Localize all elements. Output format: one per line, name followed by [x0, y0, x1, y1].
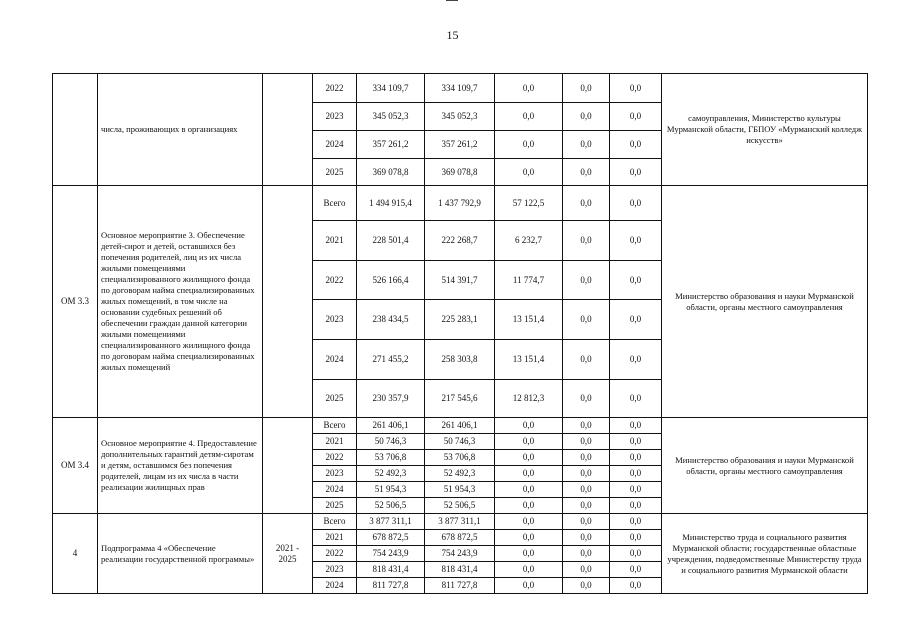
value-cell: 53 706,8 — [425, 450, 495, 466]
value-cell: 0,0 — [495, 159, 563, 186]
value-cell: 0,0 — [495, 514, 563, 530]
total-cell: 238 434,5 — [357, 300, 425, 340]
value-cell: 11 774,7 — [495, 261, 563, 300]
value-cell: 258 303,8 — [425, 340, 495, 380]
period-cell — [263, 186, 313, 418]
value-cell: 0,0 — [495, 74, 563, 103]
value-cell: 12 812,3 — [495, 380, 563, 418]
value-cell: 0,0 — [610, 340, 662, 380]
total-cell: 51 954,3 — [357, 482, 425, 498]
value-cell: 0,0 — [563, 482, 610, 498]
value-cell: 514 391,7 — [425, 261, 495, 300]
value-cell: 0,0 — [563, 186, 610, 221]
value-cell: 0,0 — [610, 418, 662, 434]
value-cell: 0,0 — [495, 482, 563, 498]
page-top-mark — [446, 0, 458, 1]
value-cell: 0,0 — [563, 159, 610, 186]
value-cell: 369 078,8 — [425, 159, 495, 186]
value-cell: 0,0 — [563, 221, 610, 261]
value-cell: 0,0 — [610, 131, 662, 159]
period-cell: 2021 - 2025 — [263, 514, 313, 594]
table-row — [53, 514, 868, 530]
value-cell: 0,0 — [563, 466, 610, 482]
total-cell: 526 166,4 — [357, 261, 425, 300]
total-cell: 228 501,4 — [357, 221, 425, 261]
total-cell: 230 357,9 — [357, 380, 425, 418]
value-cell: 0,0 — [495, 498, 563, 514]
year-cell: Всего — [313, 514, 357, 530]
measure-description: Подпрограмма 4 «Обеспечение реализации государственной программы» — [98, 514, 263, 594]
year-cell: 2021 — [313, 434, 357, 450]
value-cell: 0,0 — [610, 498, 662, 514]
value-cell: 0,0 — [610, 221, 662, 261]
value-cell: 0,0 — [610, 514, 662, 530]
value-cell: 0,0 — [610, 159, 662, 186]
value-cell: 0,0 — [563, 562, 610, 578]
total-cell: 1 494 915,4 — [357, 186, 425, 221]
row-code: ОМ 3.3 — [53, 186, 98, 418]
executors-cell: Министерство образования и науки Мурманской области, органы местного самоуправления — [662, 186, 868, 418]
value-cell: 13 151,4 — [495, 300, 563, 340]
total-cell: 52 492,3 — [357, 466, 425, 482]
value-cell: 0,0 — [610, 434, 662, 450]
value-cell: 0,0 — [495, 418, 563, 434]
value-cell: 0,0 — [495, 578, 563, 594]
value-cell: 0,0 — [563, 514, 610, 530]
value-cell: 0,0 — [495, 546, 563, 562]
value-cell: 3 877 311,1 — [425, 514, 495, 530]
value-cell: 0,0 — [563, 450, 610, 466]
value-cell: 0,0 — [563, 434, 610, 450]
measure-description: числа, проживающих в организациях — [98, 74, 263, 186]
value-cell: 0,0 — [610, 261, 662, 300]
year-cell: 2023 — [313, 300, 357, 340]
row-code: ОМ 3.4 — [53, 418, 98, 514]
value-cell: 52 492,3 — [425, 466, 495, 482]
value-cell: 51 954,3 — [425, 482, 495, 498]
total-cell: 50 746,3 — [357, 434, 425, 450]
value-cell: 57 122,5 — [495, 186, 563, 221]
value-cell: 13 151,4 — [495, 340, 563, 380]
value-cell: 357 261,2 — [425, 131, 495, 159]
value-cell: 0,0 — [495, 530, 563, 546]
value-cell: 0,0 — [610, 482, 662, 498]
table-row — [53, 186, 868, 221]
value-cell: 0,0 — [610, 74, 662, 103]
value-cell: 0,0 — [563, 131, 610, 159]
value-cell: 0,0 — [495, 562, 563, 578]
executors-cell: самоуправления, Министерство культуры Мурманской области, ГБПОУ «Мурманский колледж искусств» — [662, 74, 868, 186]
executors-cell: Министерство труда и социального развития Мурманской области; государственные областные учреждения, подведомственные Министерству труда и социального развития Мурманской области — [662, 514, 868, 594]
total-cell: 3 877 311,1 — [357, 514, 425, 530]
year-cell: 2025 — [313, 380, 357, 418]
year-cell: 2025 — [313, 498, 357, 514]
value-cell: 0,0 — [610, 380, 662, 418]
value-cell: 0,0 — [563, 530, 610, 546]
year-cell: 2022 — [313, 450, 357, 466]
year-cell: 2022 — [313, 546, 357, 562]
value-cell: 0,0 — [495, 103, 563, 131]
total-cell: 818 431,4 — [357, 562, 425, 578]
value-cell: 217 545,6 — [425, 380, 495, 418]
year-cell: Всего — [313, 418, 357, 434]
row-code — [53, 74, 98, 186]
total-cell: 754 243,9 — [357, 546, 425, 562]
value-cell: 0,0 — [610, 578, 662, 594]
table-row — [53, 74, 868, 103]
total-cell: 52 506,5 — [357, 498, 425, 514]
year-cell: 2024 — [313, 131, 357, 159]
table-body — [53, 74, 868, 594]
total-cell: 678 872,5 — [357, 530, 425, 546]
value-cell: 52 506,5 — [425, 498, 495, 514]
total-cell: 357 261,2 — [357, 131, 425, 159]
value-cell: 0,0 — [610, 186, 662, 221]
value-cell: 0,0 — [495, 434, 563, 450]
year-cell: 2025 — [313, 159, 357, 186]
value-cell: 0,0 — [563, 546, 610, 562]
value-cell: 225 283,1 — [425, 300, 495, 340]
value-cell: 261 406,1 — [425, 418, 495, 434]
year-cell: 2022 — [313, 261, 357, 300]
program-funding-table — [52, 73, 868, 594]
value-cell: 0,0 — [495, 131, 563, 159]
value-cell: 222 268,7 — [425, 221, 495, 261]
value-cell: 0,0 — [610, 103, 662, 131]
total-cell: 334 109,7 — [357, 74, 425, 103]
row-code: 4 — [53, 514, 98, 594]
value-cell: 6 232,7 — [495, 221, 563, 261]
value-cell: 0,0 — [563, 300, 610, 340]
year-cell: 2022 — [313, 74, 357, 103]
value-cell: 0,0 — [610, 300, 662, 340]
value-cell: 0,0 — [610, 530, 662, 546]
year-cell: 2021 — [313, 221, 357, 261]
value-cell: 0,0 — [563, 261, 610, 300]
table-row — [53, 418, 868, 434]
year-cell: 2021 — [313, 530, 357, 546]
value-cell: 0,0 — [563, 380, 610, 418]
measure-description: Основное мероприятие 4. Предоставление дополнительных гарантий детям-сиротам и детям, оставшимся без попечения родителей, лицам из их числа в части реализации жилищных прав — [98, 418, 263, 514]
value-cell: 0,0 — [610, 546, 662, 562]
total-cell: 261 406,1 — [357, 418, 425, 434]
measure-description: Основное мероприятие 3. Обеспечение детей-сирот и детей, оставшихся без попечения родителей, лиц из их числа жилыми помещениями специализированного жилищного фонда по договорам найма специализированных жилых помещений, в том числе на основании судебных решений об обеспечении граждан данной категории жилыми помещениями специализированного жилищного фонда по договорам найма специализированных жилых помещений — [98, 186, 263, 418]
period-cell — [263, 418, 313, 514]
executors-cell: Министерство образования и науки Мурманской области, органы местного самоуправления — [662, 418, 868, 514]
value-cell: 1 437 792,9 — [425, 186, 495, 221]
value-cell: 0,0 — [563, 340, 610, 380]
value-cell: 754 243,9 — [425, 546, 495, 562]
value-cell: 818 431,4 — [425, 562, 495, 578]
value-cell: 0,0 — [610, 466, 662, 482]
year-cell: 2024 — [313, 340, 357, 380]
value-cell: 0,0 — [563, 578, 610, 594]
year-cell: 2024 — [313, 482, 357, 498]
total-cell: 53 706,8 — [357, 450, 425, 466]
page-number: 15 — [446, 28, 459, 42]
value-cell: 0,0 — [610, 562, 662, 578]
year-cell: 2023 — [313, 103, 357, 131]
value-cell: 334 109,7 — [425, 74, 495, 103]
year-cell: 2023 — [313, 466, 357, 482]
total-cell: 369 078,8 — [357, 159, 425, 186]
value-cell: 0,0 — [495, 466, 563, 482]
value-cell: 0,0 — [563, 418, 610, 434]
value-cell: 678 872,5 — [425, 530, 495, 546]
total-cell: 271 455,2 — [357, 340, 425, 380]
value-cell: 0,0 — [563, 103, 610, 131]
value-cell: 345 052,3 — [425, 103, 495, 131]
period-cell — [263, 74, 313, 186]
value-cell: 0,0 — [563, 498, 610, 514]
value-cell: 811 727,8 — [425, 578, 495, 594]
value-cell: 0,0 — [495, 450, 563, 466]
value-cell: 50 746,3 — [425, 434, 495, 450]
year-cell: Всего — [313, 186, 357, 221]
year-cell: 2024 — [313, 578, 357, 594]
value-cell: 0,0 — [610, 450, 662, 466]
value-cell: 0,0 — [563, 74, 610, 103]
year-cell: 2023 — [313, 562, 357, 578]
total-cell: 345 052,3 — [357, 103, 425, 131]
total-cell: 811 727,8 — [357, 578, 425, 594]
